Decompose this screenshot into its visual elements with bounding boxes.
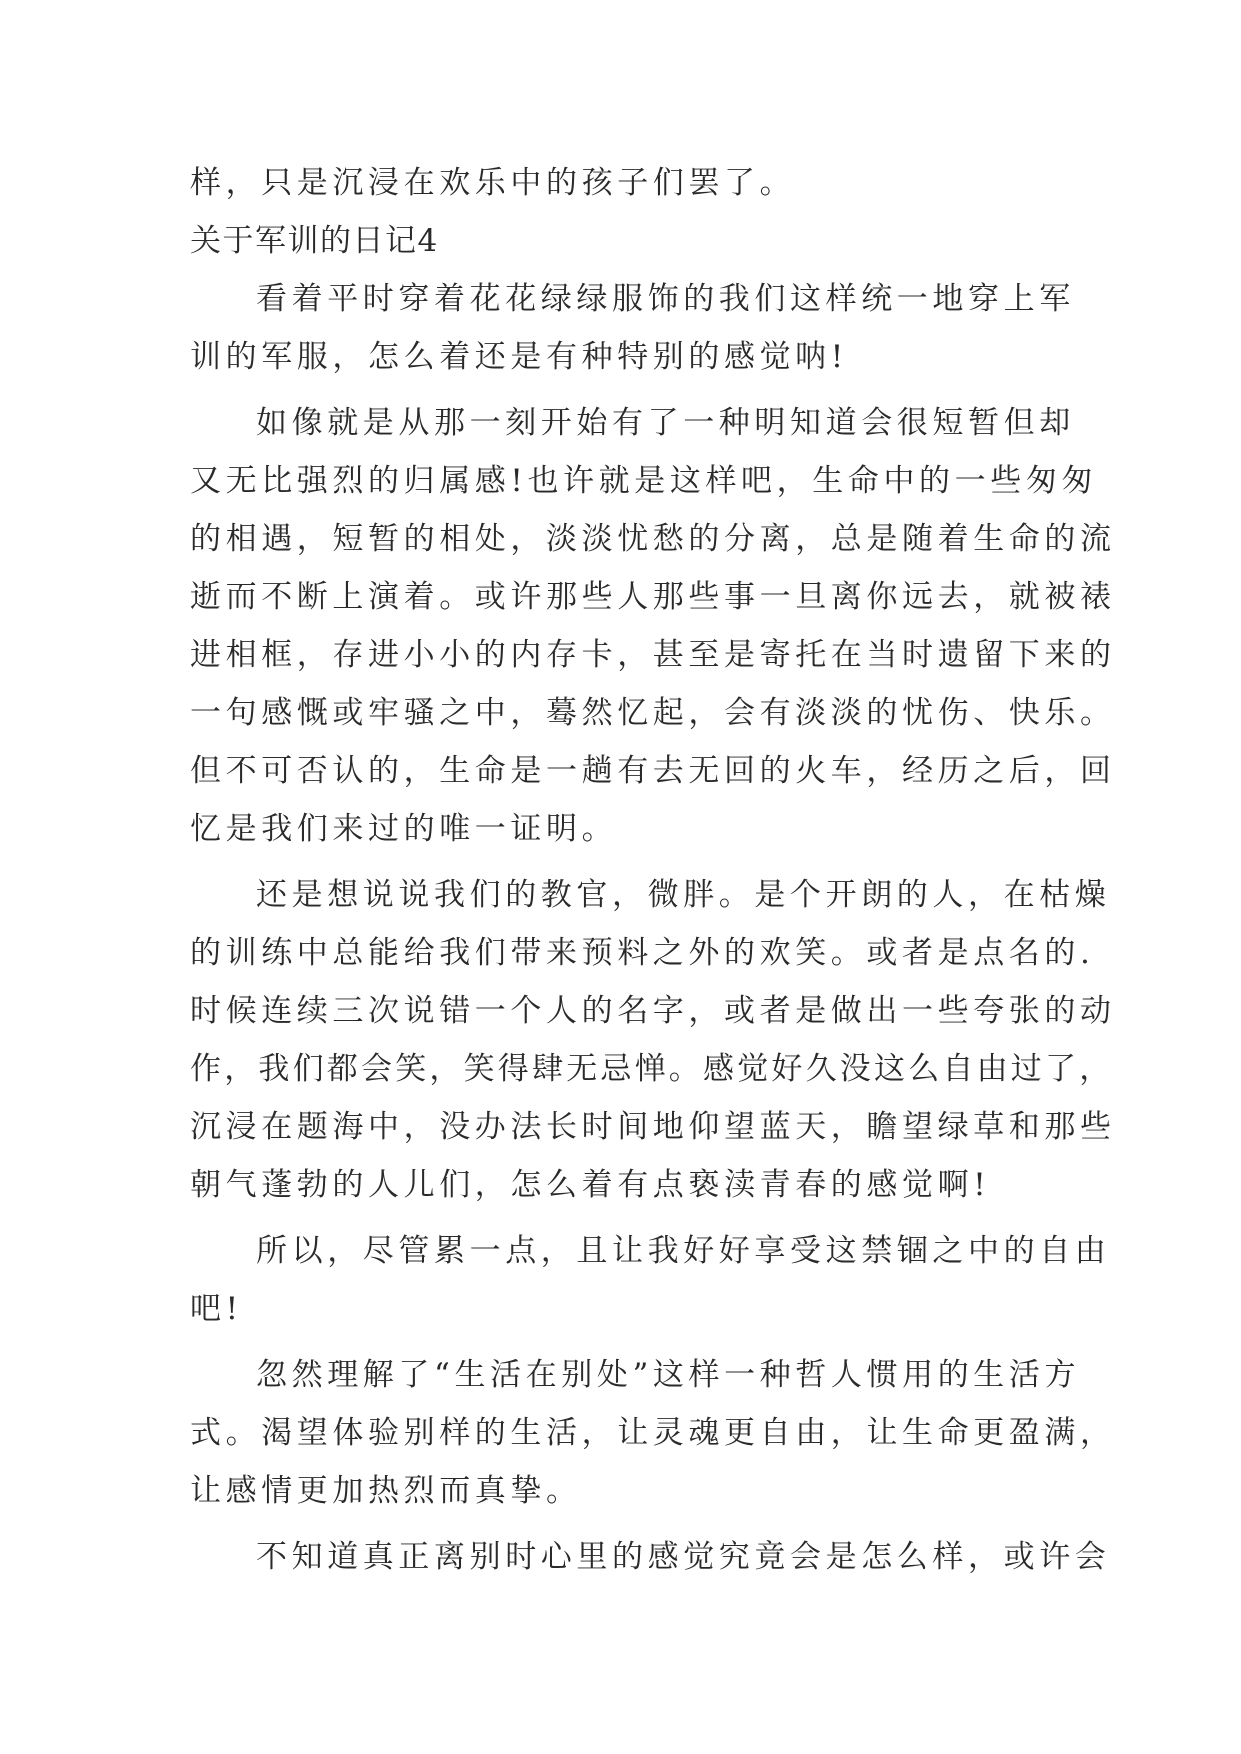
paragraph-line: 又无比强烈的归属感!也许就是这样吧，生命中的一些匆匆: [190, 463, 1098, 499]
paragraph-line: 逝而不断上演着。或许那些人那些事一旦离你远去，就被裱: [190, 579, 1116, 615]
document-body: [190, 154, 1116, 1586]
paragraph-first-line: 还是想说说我们的教官，微胖。是个开朗的人，在枯燥: [256, 877, 1111, 913]
paragraph-line: 一句感慨或牢骚之中，蓦然忆起，会有淡淡的忧伤、快乐。: [190, 695, 1116, 731]
paragraph-line: 时候连续三次说错一个人的名字，或者是做出一些夸张的动: [190, 993, 1116, 1029]
paragraph-line: 的训练中总能给我们带来预料之外的欢笑。或者是点名的.: [190, 935, 1095, 971]
paragraph-line: 但不可否认的，生命是一趟有去无回的火车，经历之后，回: [190, 753, 1116, 789]
paragraph-line: 让感情更加热烈而真挚。: [190, 1473, 582, 1509]
paragraph-first-line: 如像就是从那一刻开始有了一种明知道会很短暂但却: [256, 405, 1075, 441]
paragraph-first-line: 所以，尽管累一点，且让我好好享受这禁锢之中的自由: [256, 1233, 1111, 1269]
paragraph-line: 式。渴望体验别样的生活，让灵魂更自由，让生命更盈满，: [190, 1415, 1116, 1451]
paragraph-line: 的相遇，短暂的相处，淡淡忧愁的分离，总是随着生命的流: [190, 521, 1116, 557]
paragraph-first-line: 忽然理解了“生活在别处”这样一种哲人惯用的生活方: [256, 1357, 1081, 1393]
paragraph-line: 进相框，存进小小的内存卡，甚至是寄托在当时遗留下来的: [190, 637, 1116, 673]
paragraph-first-line: 不知道真正离别时心里的感觉究竟会是怎么样，或许会: [256, 1539, 1111, 1575]
paragraph-line: 作，我们都会笑，笑得肆无忌惮。感觉好久没这么自由过了，: [190, 1051, 1114, 1087]
paragraph-line: 沉浸在题海中，没办法长时间地仰望蓝天，瞻望绿草和那些: [190, 1109, 1116, 1145]
paragraph-line: 样，只是沉浸在欢乐中的孩子们罢了。: [190, 165, 796, 201]
paragraph-line: 忆是我们来过的唯一证明。: [190, 811, 618, 847]
paragraph-line: 吧!: [190, 1291, 243, 1327]
paragraph-first-line: 看着平时穿着花花绿绿服饰的我们这样统一地穿上军: [256, 281, 1075, 317]
paragraph-line: 朝气蓬勃的人儿们，怎么着有点亵渎青春的感觉啊!: [190, 1167, 991, 1203]
section-heading: 关于军训的日记4: [190, 223, 439, 259]
paragraph-line: 训的军服，怎么着还是有种特别的感觉呐!: [190, 339, 848, 375]
